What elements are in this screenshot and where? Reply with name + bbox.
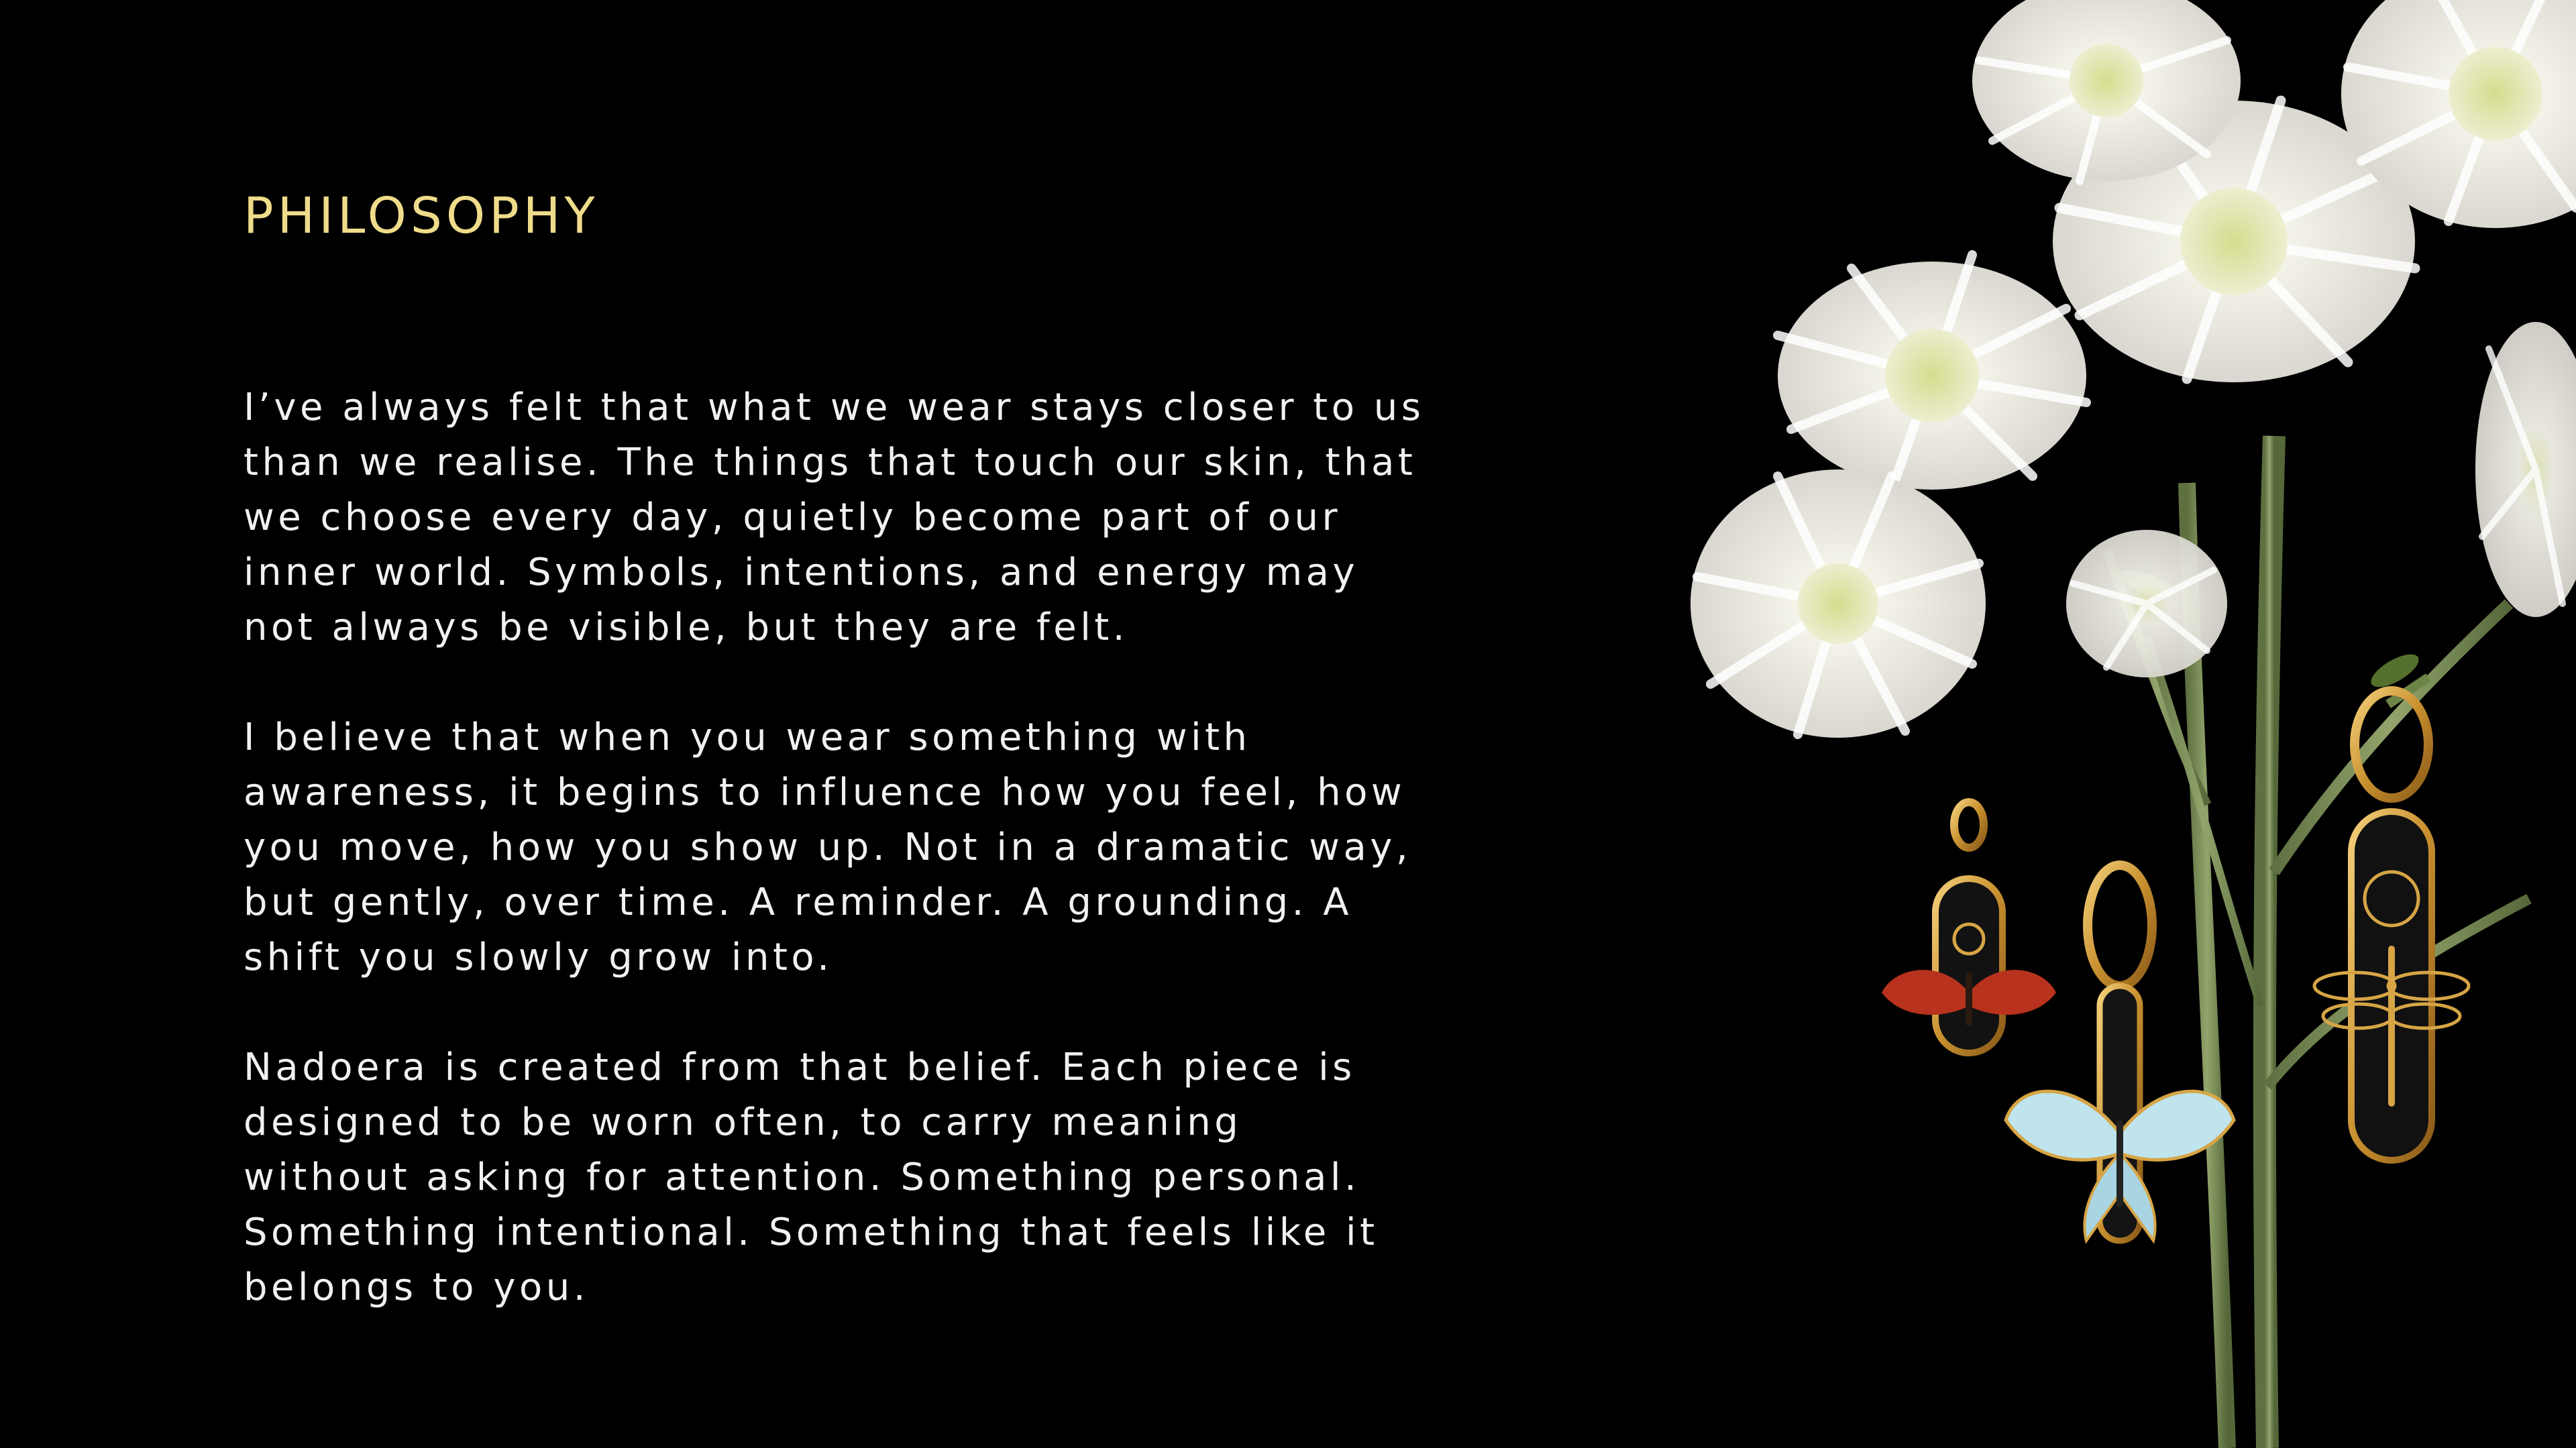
flower-bouquet-image (1637, 0, 2576, 1448)
charm-icon (1882, 802, 2056, 1053)
paragraph-1: I’ve always felt that what we wear stays closer to us than we realise. The things that touch our skin, that we choose every day, quietly become part of our inner world. Symbols, intentions, and energy may not always be visible, but they are felt. (244, 386, 1425, 649)
body-text (244, 380, 1518, 1315)
flower-photo (1637, 0, 2576, 1448)
paragraph-3: Nadoera is created from that belief. Each piece is designed to be worn often, to carry meaning without asking for attention. Something personal. Something intentional. Something that feels like it belongs to you. (244, 1046, 1379, 1309)
page-title: PHILOSOPHY (244, 187, 599, 245)
text-column (244, 187, 1518, 1370)
charm-icon (2314, 691, 2469, 1160)
paragraph-2: I believe that when you wear something with awareness, it begins to influence how you feel, how you move, how you show up. Not in a dramatic way, but gently, over time. A reminder. A grounding. A shift you slowly grow into. (244, 716, 1412, 979)
moth-icon (1882, 970, 2056, 1026)
dragonfly-icon (2314, 946, 2469, 1107)
flower-icon (1690, 0, 2576, 738)
